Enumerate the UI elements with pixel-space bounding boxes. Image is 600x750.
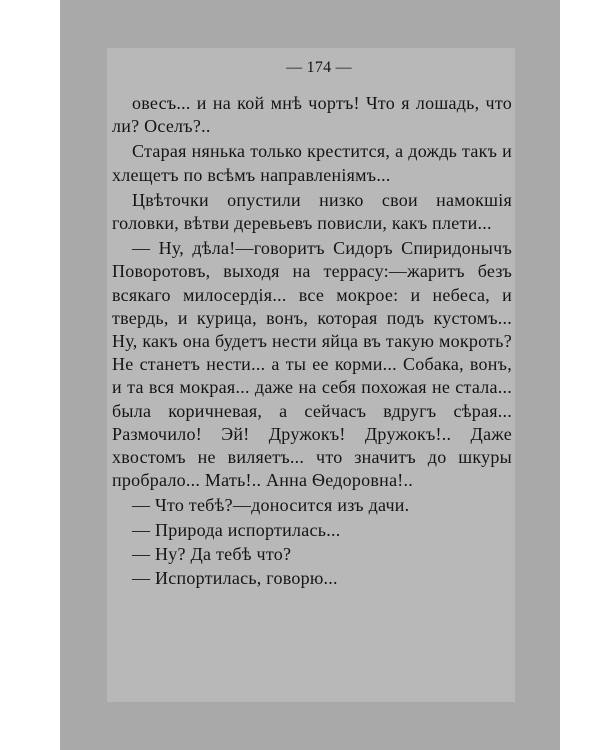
- paragraph-8: — Испортилась, говорю...: [132, 568, 338, 589]
- paragraph-2: Старая нянька только крестится, а дождь такъ и хлещетъ по всѣмъ направленiямъ...: [112, 141, 512, 185]
- paragraph-6: — Природа испортилась...: [132, 519, 341, 540]
- paragraph-3: Цвѣточки опустили низко свои намокшiя головки, вѣтви деревьевъ повисли, какъ плети...: [112, 189, 512, 234]
- page-number: — 174 —: [286, 59, 352, 76]
- paragraph-1: овесъ... и на кой мнѣ чортъ! Что я лошадь, что ли? Оселъ?..: [112, 93, 512, 137]
- paragraph-4: — Ну, дѣла!—говоритъ Сидоръ Спиридонычъ Поворотовъ, выходя на террасу:—жаритъ безъ всякаго милосердiя... все мокрое: и небеса, и твердь, и курица, вонъ, которая подъ кустомъ... Ну, какъ она будетъ нести яйца въ такую мокроть? Не станетъ нести... а ты ее корми... Собака, вонъ, и та вся мокрая... даже на себя похожая не стала... была коричневая, а сейчасъ вдругъ сѣрая... Размочило! Эй! Дружокъ! Дружокъ!.. Даже хвостомъ не виляетъ... что значитъ до шкуры пробрало... Мать!.. Анна Ѳедоровна!..: [112, 238, 512, 491]
- paragraph-5: — Что тебѣ?—доносится изъ дачи.: [132, 495, 410, 516]
- page-text-column: [112, 58, 512, 591]
- paragraph-7: — Ну? Да тебѣ что?: [132, 543, 292, 564]
